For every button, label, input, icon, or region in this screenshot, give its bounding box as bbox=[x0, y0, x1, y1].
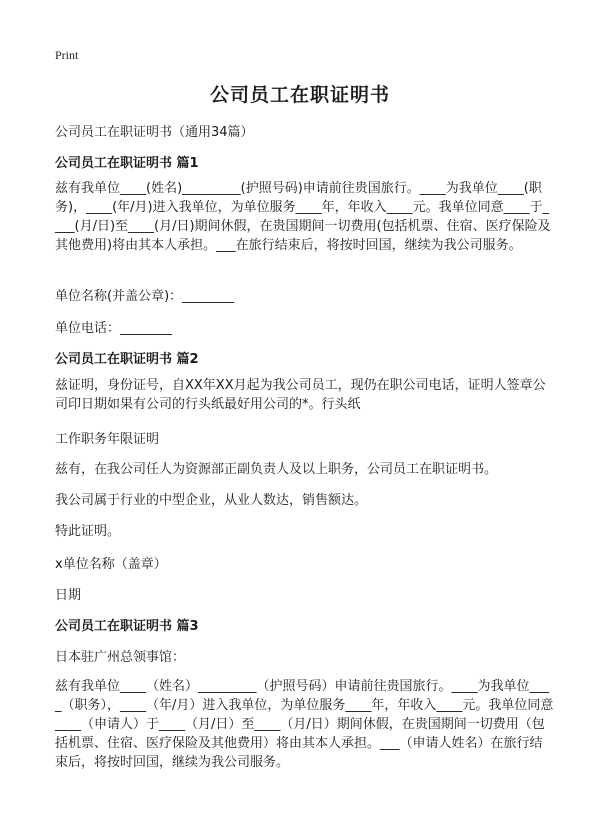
section-1-heading: 公司员工在职证明书 篇1 bbox=[55, 156, 199, 171]
section-3-heading: 公司员工在职证明书 篇3 bbox=[55, 619, 199, 634]
section-2-heading: 公司员工在职证明书 篇2 bbox=[55, 352, 199, 367]
section-2-line-5: x单位名称（盖章） bbox=[55, 557, 167, 572]
section-2-body: 兹证明，身份证号，自XX年XX月起为我公司员工，现仍在职公司电话，证明人签章公司印日期如果有公司的行头纸最好用公司的*。行头纸 bbox=[55, 378, 546, 412]
page-title: 公司员工在职证明书 bbox=[209, 84, 390, 106]
section-2-line-6: 日期 bbox=[55, 588, 82, 603]
section-2-line-3: 我公司属于行业的中型企业，从业人数达，销售额达。 bbox=[55, 493, 368, 508]
document-subtitle: 公司员工在职证明书（通用34篇） bbox=[55, 125, 254, 140]
print-label: Print bbox=[55, 48, 79, 62]
unit-name-line: 单位名称(并盖公章)：________ bbox=[55, 289, 235, 304]
section-1-body: 兹有我单位____(姓名)_________(护照号码)申请前往贵国旅行。____为我单位____(职务)，____(年/月)进入我单位，为单位服务____年，年收入____元。我单位同意____于____(月/日)至____(月/日)期间休假，在贵国期间一切费用(包括机票、住宿、医疗保险及其他费用)将由其本人承担。___在旅行结束后，将按时回国，继续为我公司服务。 bbox=[55, 181, 551, 253]
section-3-greeting: 日本驻广州总领事馆： bbox=[55, 650, 186, 665]
section-3-body: 兹有我单位____（姓名）_________（护照号码）申请前往贵国旅行。____为我单位____（职务），____（年/月）进入我单位，为单位服务____年，年收入____元。我单位同意____（申请人）于____（月/日）至____（月/日）期间休假，在贵国期间一切费用（包括机票、住宿、医疗保险及其他费用）将由其本人承担。___（申请人姓名）在旅行结束后，将按时回国，继续为我公司服务。 bbox=[55, 679, 554, 770]
unit-phone-line: 单位电话：________ bbox=[55, 321, 173, 336]
section-2-line-1: 工作职务年限证明 bbox=[55, 432, 160, 447]
section-2-line-2: 兹有，在我公司任人为资源部正副负责人及以上职务，公司员工在职证明书。 bbox=[55, 462, 498, 477]
section-2-line-4: 特此证明。 bbox=[55, 524, 121, 539]
